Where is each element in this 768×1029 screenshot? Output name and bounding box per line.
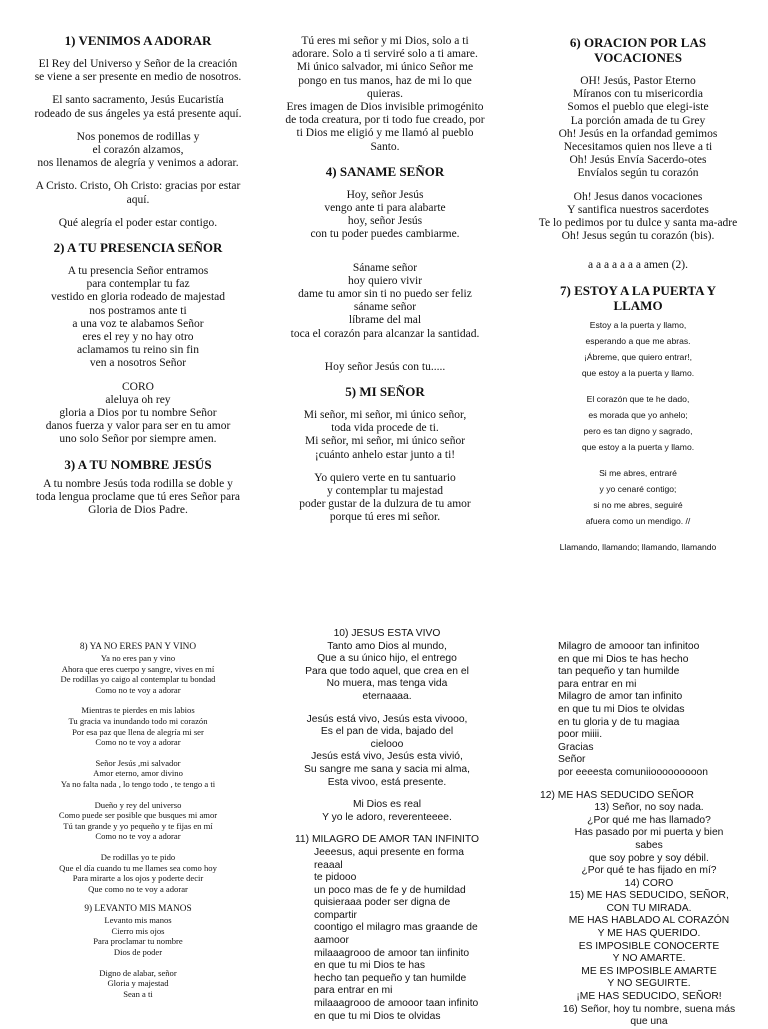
line: Hoy, señor Jesús bbox=[346, 188, 424, 201]
line: Digno de alabar, señor bbox=[99, 967, 177, 978]
line: Qué alegría el poder estar contigo. bbox=[58, 216, 218, 229]
line: Oh! Jesus danos vocaciones bbox=[573, 190, 703, 203]
line: ¿Por qué me has llamado? bbox=[587, 814, 711, 826]
line: sáname señor bbox=[353, 301, 417, 314]
line: poder gustar de la dulzura de tu amor bbox=[299, 498, 471, 511]
line: Que el día cuando tu me llames sea como hoy bbox=[59, 862, 217, 873]
line: CORO bbox=[122, 380, 154, 393]
line: Como puede ser posible que busques mi amor bbox=[58, 810, 218, 821]
song-4-stanza-1 bbox=[270, 189, 500, 242]
line: cielooo bbox=[370, 738, 404, 750]
line: Oh! Jesús en la orfandad gemimos bbox=[558, 127, 718, 140]
line: A tu nombre Jesús toda rodilla se doble y bbox=[43, 477, 233, 490]
line: gloria a Dios por tu nombre Señor bbox=[59, 407, 217, 420]
song-7-stanza-1 bbox=[520, 317, 756, 381]
line: Señor bbox=[558, 754, 586, 766]
line: Tu gracia va inundando todo mi corazón bbox=[68, 715, 208, 726]
line: por eeeesta comuniiooooooooon bbox=[558, 766, 708, 778]
line: Te lo pedimos por tu dulce y santa ma-adre bbox=[538, 217, 738, 230]
line: Ya no eres pan y vino bbox=[100, 653, 176, 663]
column-4 bbox=[18, 642, 258, 999]
song-title-6-line-2: VOCACIONES bbox=[594, 50, 682, 65]
song-8-stanza-4 bbox=[18, 800, 258, 842]
line: quisieraaa poder ser digna de bbox=[314, 897, 451, 909]
line: Señor Jesús ,mi salvador bbox=[95, 757, 181, 768]
line: Por esa paz que llena de alegría mi ser bbox=[72, 726, 204, 737]
song-7-stanza-2 bbox=[520, 391, 756, 455]
song-6-stanza-2 bbox=[520, 191, 756, 244]
line: en tu gloria y de tu magiaa bbox=[558, 716, 680, 728]
line: líbrame del mal bbox=[348, 314, 422, 327]
song-5-stanza-1 bbox=[270, 409, 500, 462]
line: Has pasado por mi puerta y bien bbox=[574, 827, 724, 839]
line: Hoy señor Jesús con tu..... bbox=[324, 360, 446, 373]
line: Y santifica nuestros sacerdotes bbox=[567, 203, 709, 216]
line: De rodillas yo caigo al contemplar tu bondad bbox=[60, 674, 216, 685]
line: Y ME HAS QUERIDO. bbox=[597, 928, 701, 940]
song-8-stanza-1 bbox=[18, 653, 258, 695]
line: ¡Ábreme, que quiero entrar!, bbox=[584, 351, 692, 362]
line: para entrar en mi bbox=[314, 985, 393, 997]
song-title-6: 6) ORACION POR LAS bbox=[569, 35, 707, 50]
song-1-stanza-1 bbox=[20, 58, 256, 84]
line: Para mirarte a los ojos y poderte decir bbox=[72, 873, 204, 884]
line: Somos el pueblo que elegi-iste bbox=[567, 101, 709, 114]
line: en que tu mi Dios te olvidas bbox=[314, 1010, 441, 1022]
line: Esta vivoo, está presente. bbox=[327, 776, 447, 788]
line: Tú eres mi señor y mi Dios, solo a ti bbox=[301, 35, 469, 47]
line: porque tú eres mi señor. bbox=[329, 511, 441, 524]
line: que una bbox=[630, 1016, 668, 1028]
song-2-stanza-1 bbox=[20, 265, 256, 371]
line: dame tu amor sin ti no puedo ser feliz bbox=[298, 288, 472, 301]
line: uno solo Señor por siempre amen. bbox=[59, 433, 217, 446]
line: El santo sacramento, Jesús Eucaristía bbox=[52, 94, 224, 107]
line: Su sangre me sana y sacia mi alma, bbox=[304, 763, 470, 775]
line: rodeado de sus ángeles ya está presente aquí. bbox=[34, 107, 242, 120]
column-2 bbox=[270, 35, 500, 525]
line: esperando a que me abras. bbox=[585, 335, 691, 346]
line: Mi único salvador, mi único Señor me bbox=[296, 61, 474, 74]
song-3-stanza-1 bbox=[20, 478, 256, 518]
line: 13) Señor, no soy nada. bbox=[594, 802, 704, 814]
song-5-stanza-2 bbox=[270, 472, 500, 525]
song-title-1: 1) VENIMOS A ADORAR bbox=[64, 33, 212, 48]
line: toda vida procede de ti. bbox=[331, 422, 439, 435]
line: toca el corazón para alcanzar la santidad. bbox=[290, 327, 480, 340]
column-6 bbox=[538, 641, 760, 1029]
line: 15) ME HAS SEDUCIDO, SEÑOR, bbox=[569, 890, 729, 902]
line: Dueño y rey del universo bbox=[94, 799, 182, 810]
song-title-12: 12) ME HAS SEDUCIDO SEÑOR bbox=[540, 789, 694, 801]
line: pongo en tus manos, haz de mi lo que bbox=[298, 74, 472, 87]
column-1 bbox=[20, 33, 256, 517]
line: Que como no te voy a adorar bbox=[88, 883, 188, 894]
line: afuera como un mendigo. // bbox=[585, 515, 691, 526]
line: Cierro mis ojos bbox=[111, 925, 165, 936]
line: Necesitamos quien nos lleve a ti bbox=[563, 141, 713, 154]
song-8-stanza-3 bbox=[18, 758, 258, 790]
line: A tu presencia Señor entramos bbox=[67, 265, 209, 278]
line: ME ES IMPOSIBLE AMARTE bbox=[581, 965, 717, 977]
line: 14) CORO bbox=[624, 877, 674, 889]
song-title-9: 9) LEVANTO MIS MANOS bbox=[84, 904, 192, 915]
line: a a a a a a a amen (2). bbox=[588, 259, 688, 272]
song-10-stanza-2 bbox=[270, 714, 504, 790]
line: aamoor bbox=[314, 935, 349, 947]
line: Mi Dios es real bbox=[352, 799, 422, 811]
column-5 bbox=[270, 628, 504, 1023]
line: Jesús está vivo, Jesús esta vivooo, bbox=[306, 713, 468, 725]
line: Llamando, llamando; llamando, llamando bbox=[559, 541, 717, 552]
line: hecho tan pequeño y tan humilde bbox=[314, 972, 467, 984]
line: Gloria y majestad bbox=[107, 978, 169, 989]
line: De rodillas yo te pido bbox=[100, 851, 176, 862]
line: ES IMPOSIBLE CONOCERTE bbox=[578, 940, 720, 952]
line: Levanto mis manos bbox=[104, 915, 172, 926]
line: Santo. bbox=[370, 140, 400, 153]
line: Míranos con tu misericordia bbox=[573, 88, 703, 101]
song-title-10: 10) JESUS ESTA VIVO bbox=[333, 628, 441, 639]
line: pero es tan digno y sagrado, bbox=[583, 425, 693, 436]
line: en que tu mi Dios te olvidas bbox=[558, 703, 685, 715]
song-title-2: 2) A TU PRESENCIA SEÑOR bbox=[53, 240, 223, 256]
line: de toda creatura, por ti todo fue creado, por bbox=[285, 114, 485, 127]
line: en que tu mi Dios te has bbox=[314, 960, 426, 972]
line: Gracias bbox=[558, 741, 594, 753]
line: vestido en gloria rodeado de majestad bbox=[50, 291, 226, 304]
line: Sean a ti bbox=[123, 988, 153, 999]
line: tan pequeño y tan humilde bbox=[558, 666, 680, 678]
line: en que mi Dios te has hecho bbox=[558, 653, 689, 665]
line: quieras. bbox=[366, 87, 404, 100]
line: hoy quiero vivir bbox=[347, 274, 423, 287]
song-title-3: 3) A TU NOMBRE JESÚS bbox=[64, 456, 212, 472]
song-7-stanza-3 bbox=[520, 465, 756, 529]
line: ¡cuánto anhelo estar junto a ti! bbox=[314, 448, 456, 461]
line: Milagro de amooor tan infinitoo bbox=[558, 641, 700, 652]
line: ti Dios me eligió y me llamó al pueblo bbox=[296, 127, 474, 140]
line: CON TU MIRADA. bbox=[606, 902, 692, 914]
line: nos postramos ante ti bbox=[89, 304, 187, 317]
line: con tu poder puedes cambiarme. bbox=[310, 228, 460, 241]
line: El corazón que te he dado, bbox=[586, 393, 690, 404]
line: Oh! Jesus según tu corazón (bis). bbox=[561, 230, 715, 243]
line: Gloria de Dios Padre. bbox=[88, 504, 188, 517]
line: Jeeesus, aqui presente en forma bbox=[314, 846, 464, 858]
line: Si me abres, entraré bbox=[599, 467, 677, 478]
line: Sáname señor bbox=[352, 261, 418, 274]
song-4-stanza-2 bbox=[270, 262, 500, 341]
line: Para proclamar tu nombre bbox=[93, 936, 183, 947]
line: milaaagrooo de amoor tan iinfinito bbox=[314, 947, 470, 959]
line: vengo ante ti para alabarte bbox=[324, 202, 446, 215]
line: No muera, mas tenga vida bbox=[326, 678, 448, 690]
line: que estoy a la puerta y llamo. bbox=[581, 441, 695, 452]
line: Mi señor, mi señor, mi único señor bbox=[304, 435, 466, 448]
line: 16) Señor, hoy tu nombre, suena más bbox=[562, 1003, 736, 1015]
song-11-stanza-1 bbox=[270, 847, 504, 1023]
line: adorare. Solo a ti serviré solo a ti amare. bbox=[292, 48, 478, 61]
line: ME HAS HABLADO AL CORAZÓN bbox=[568, 915, 730, 927]
line: para entrar en mi bbox=[558, 678, 637, 690]
line: y contemplar tu majestad bbox=[327, 485, 443, 498]
line: Y NO AMARTE. bbox=[612, 953, 686, 965]
line: eternaaaa. bbox=[362, 690, 412, 702]
line: y yo cenaré contigo; bbox=[599, 483, 677, 494]
song-title-4: 4) SANAME SEÑOR bbox=[325, 163, 445, 179]
line: ven a nosotros Señor bbox=[89, 357, 187, 370]
line: Como no te voy a adorar bbox=[95, 831, 181, 842]
song-title-8: 8) YA NO ERES PAN Y VINO bbox=[79, 642, 197, 652]
line: Dios de poder bbox=[113, 947, 163, 958]
line: Y NO SEGUIRTE. bbox=[607, 978, 691, 990]
line: Nos ponemos de rodillas y bbox=[76, 130, 200, 143]
line: danos fuerza y valor para ser en tu amor bbox=[45, 420, 231, 433]
line: te pidooo bbox=[314, 872, 357, 884]
line: Mi señor, mi señor, mi único señor, bbox=[303, 409, 467, 422]
line: Oh! Jesús Envía Sacerdo-otes bbox=[569, 154, 707, 167]
line: milaaagrooo de amooor taan infinito bbox=[314, 998, 479, 1010]
line: hoy, señor Jesús bbox=[347, 215, 423, 228]
line: Eres imagen de Dios invisible primogénito bbox=[286, 101, 484, 114]
line: el corazón alzamos, bbox=[92, 144, 184, 157]
song-6-stanza-1 bbox=[520, 75, 756, 181]
line: A Cristo. Cristo, Oh Cristo: gracias por estar bbox=[35, 180, 241, 193]
line: poor miiii. bbox=[558, 729, 603, 741]
line: Como no te voy a adorar bbox=[95, 684, 181, 695]
line: Para que todo aquel, que crea en el bbox=[305, 665, 469, 677]
line: OH! Jesús, Pastor Eterno bbox=[580, 75, 696, 87]
line: para contemplar tu faz bbox=[86, 278, 190, 291]
line: Tanto amo Dios al mundo, bbox=[327, 640, 447, 652]
line: sabes bbox=[635, 839, 663, 851]
line: compartir bbox=[314, 909, 357, 921]
line: El Rey del Universo y Señor de la creación bbox=[38, 58, 238, 70]
line: que estoy a la puerta y llamo. bbox=[581, 367, 695, 378]
line: ¡ME HAS SEDUCIDO, SEÑOR! bbox=[576, 991, 722, 1003]
line: nos llenamos de alegría y venimos a adorar. bbox=[37, 157, 239, 170]
line: es morada que yo anhelo; bbox=[588, 409, 688, 420]
song-10-stanza-1 bbox=[270, 641, 504, 704]
line: Envíalos según tu corazón bbox=[577, 167, 699, 180]
song-title-7: 7) ESTOY A LA PUERTA Y bbox=[560, 282, 716, 298]
line: Jesús está vivo, Jesús esta vivió, bbox=[311, 751, 463, 763]
line: a una voz te alabamos Señor bbox=[72, 317, 204, 330]
song-9-stanza-1 bbox=[18, 915, 258, 957]
song-title-11: 11) MILAGRO DE AMOR TAN INFINITO bbox=[294, 834, 480, 846]
line: Mientras te pierdes en mis labios bbox=[81, 705, 195, 716]
line: que soy pobre y soy débil. bbox=[589, 852, 709, 864]
line: aquí. bbox=[126, 193, 150, 206]
song-2-chorus bbox=[20, 381, 256, 447]
line: toda lengua proclame que tú eres Señor para bbox=[35, 490, 241, 503]
line: Ya no falta nada , lo tengo todo , te tengo a ti bbox=[60, 778, 216, 789]
song-1-stanza-4 bbox=[20, 180, 256, 206]
line: reaaal bbox=[314, 859, 343, 871]
song-12-stanza-1 bbox=[538, 802, 760, 1029]
line: Ahora que eres cuerpo y sangre, vives en mí bbox=[61, 663, 215, 674]
line: un poco mas de fe y de humildad bbox=[314, 884, 466, 896]
line: Milagro de amor tan infinito bbox=[558, 691, 683, 703]
song-title-7-line-2: LLAMO bbox=[613, 297, 663, 313]
line: aleluya oh rey bbox=[105, 393, 171, 406]
line: La porción amada de tu Grey bbox=[570, 114, 706, 127]
line: Amor eterno, amor divino bbox=[93, 768, 183, 779]
song-10-stanza-3 bbox=[270, 799, 504, 824]
song-1-stanza-2 bbox=[20, 94, 256, 120]
line: Como no te voy a adorar bbox=[95, 737, 181, 748]
line: coontigo el milagro mas graande de bbox=[314, 922, 478, 934]
line: Tú tan grande y yo pequeño y te fijas en mí bbox=[63, 820, 213, 831]
column-3 bbox=[520, 35, 756, 555]
song-continuation bbox=[270, 35, 500, 154]
line: eres el rey y no hay otro bbox=[82, 331, 194, 344]
line: ¿Por qué te has fijado en mí? bbox=[581, 865, 717, 877]
song-8-stanza-2 bbox=[18, 705, 258, 747]
line: Yo quiero verte en tu santuario bbox=[314, 471, 456, 484]
line: si no me abres, seguiré bbox=[593, 499, 683, 510]
song-title-5: 5) MI SEÑOR bbox=[345, 384, 425, 400]
song-11-continuation bbox=[538, 641, 760, 780]
song-8-stanza-5 bbox=[18, 852, 258, 894]
song-1-stanza-3 bbox=[20, 131, 256, 171]
line: se viene a ser presente en medio de nosotros. bbox=[34, 71, 242, 84]
line: Es el pan de vida, bajado del bbox=[320, 726, 454, 738]
line: aclamamos tu reino sin fin bbox=[77, 344, 199, 357]
line: Estoy a la puerta y llamo, bbox=[589, 319, 687, 330]
song-9-stanza-2 bbox=[18, 968, 258, 1000]
line: Que a su único hijo, el entrego bbox=[317, 653, 457, 665]
line: Y yo le adoro, reverenteeee. bbox=[322, 811, 452, 823]
